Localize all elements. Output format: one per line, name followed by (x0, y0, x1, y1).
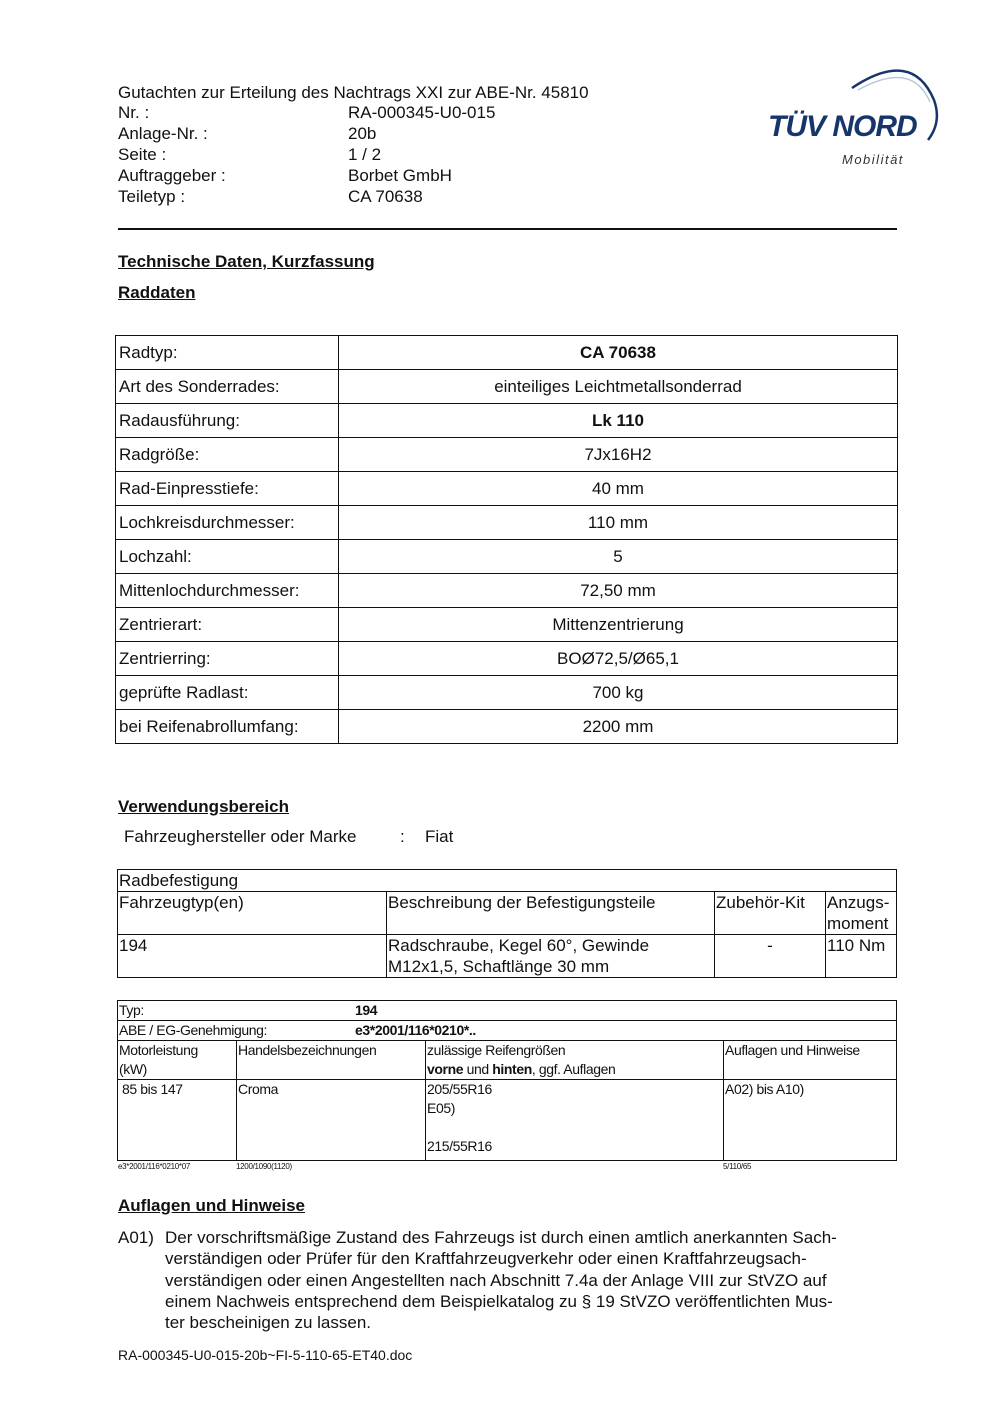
raddaten-row (116, 540, 898, 574)
befestigung-title: Radbefestigung (118, 870, 897, 892)
raddaten-label: Art des Sonderrades: (116, 370, 339, 404)
raddaten-value: 5 (339, 540, 898, 574)
bef-cell-beschreibung: Radschraube, Kegel 60°, Gewinde M12x1,5, Schaftlänge 30 mm (387, 935, 715, 978)
raddaten-label: Radausführung: (116, 404, 339, 438)
typ-cell-auflagen: A02) bis A10) (724, 1080, 897, 1161)
tuev-nord-logo (762, 60, 942, 170)
typ-label: Typ: (119, 1002, 144, 1018)
typ-footnote-mass: 1200/1090(1120) (236, 1162, 292, 1171)
raddaten-row (116, 404, 898, 438)
raddaten-row (116, 710, 898, 744)
raddaten-label: Lochzahl: (116, 540, 339, 574)
typ-row (118, 1001, 897, 1021)
raddaten-label: Radtyp: (116, 336, 339, 370)
field-label-nr: Nr. : (118, 103, 150, 122)
field-label-seite: Seite : (118, 145, 167, 164)
section-auflagen: Auflagen und Hinweise (118, 1196, 306, 1215)
raddaten-row (116, 336, 898, 370)
usage-value: Fiat (425, 827, 454, 846)
raddaten-value: Mittenzentrierung (339, 608, 898, 642)
field-label-auftraggeber: Auftraggeber : (118, 166, 226, 185)
raddaten-value: BOØ72,5/Ø65,1 (339, 642, 898, 676)
raddaten-value: CA 70638 (339, 336, 898, 370)
abe-label: ABE / EG-Genehmigung: (119, 1022, 268, 1038)
raddaten-row (116, 370, 898, 404)
raddaten-value: 700 kg (339, 676, 898, 710)
document-title: Gutachten zur Erteilung des Nachtrags XXI zur ABE-Nr. 45810 (118, 83, 589, 102)
auflage-text: Der vorschriftsmäßige Zustand des Fahrzeugs ist durch einen amtlich anerkannten Sach- verständigen oder Prüfer für den Kraftfahrzeugverkehr oder einen Kraftfahrzeugsach- verständigen oder einen Angestellten nach Abschnitt 7.4a der Anlage VIII zur StVZO auf einem Nachweis entsprechend dem Beispielkatalog zu § 19 StVZO veröffentlichten Mus- ter bescheinigen zu lassen. (165, 1228, 837, 1333)
raddaten-value: 40 mm (339, 472, 898, 506)
bef-header-fahrzeugtyp: Fahrzeugtyp(en) (118, 892, 387, 935)
bef-cell-fahrzeugtyp: 194 (118, 935, 387, 978)
field-label-anlage: Anlage-Nr. : (118, 124, 208, 143)
field-value-nr: RA-000345-U0-015 (348, 103, 496, 122)
raddaten-row (116, 676, 898, 710)
raddaten-row (116, 642, 898, 676)
typ-footnote-approval: e3*2001/116*0210*07 (118, 1162, 191, 1171)
auflage-code: A01) (118, 1228, 154, 1247)
typ-cell-reifen: 205/55R16 E05) 215/55R16 (426, 1080, 724, 1161)
section-verwendungsbereich: Verwendungsbereich (118, 797, 289, 816)
raddaten-label: bei Reifenabrollumfang: (116, 710, 339, 744)
typ-header-reifen-line1: zulässige Reifengrößen (427, 1042, 566, 1058)
bef-header-beschreibung: Beschreibung der Befestigungsteile (387, 892, 715, 935)
typ-header-auflagen-suffix: , ggf. Auflagen (531, 1061, 616, 1077)
logo-subtitle: Mobilität (842, 152, 904, 167)
typ-header-handel: Handelsbezeichnungen (237, 1041, 426, 1080)
typ-value: 194 (355, 1002, 378, 1018)
typ-header-hinten: hinten (492, 1061, 532, 1077)
header-divider (118, 228, 897, 230)
befestigung-table (117, 869, 897, 978)
raddaten-value: 110 mm (339, 506, 898, 540)
raddaten-value: 72,50 mm (339, 574, 898, 608)
bef-header-anzugsmoment: Anzugs- moment (826, 892, 897, 935)
raddaten-value: Lk 110 (339, 404, 898, 438)
section-raddaten: Raddaten (118, 283, 196, 302)
section-technische-daten: Technische Daten, Kurzfassung (118, 252, 375, 271)
typ-footnote-bolt: 5/110/65 (723, 1162, 752, 1171)
abe-row (118, 1021, 897, 1041)
field-label-teiletyp: Teiletyp : (118, 187, 186, 206)
field-value-anlage: 20b (348, 124, 377, 143)
raddaten-row (116, 608, 898, 642)
raddaten-row (116, 506, 898, 540)
raddaten-value: 2200 mm (339, 710, 898, 744)
bef-cell-anzugsmoment: 110 Nm (826, 935, 897, 978)
raddaten-label: geprüfte Radlast: (116, 676, 339, 710)
raddaten-label: Lochkreisdurchmesser: (116, 506, 339, 540)
raddaten-label: Zentrierart: (116, 608, 339, 642)
typ-header-auflagen: Auflagen und Hinweise (724, 1041, 897, 1080)
abe-value: e3*2001/116*0210*.. (355, 1022, 476, 1038)
raddaten-value: einteiliges Leichtmetallsonderrad (339, 370, 898, 404)
field-value-auftraggeber: Borbet GmbH (348, 166, 452, 185)
usage-label: Fahrzeughersteller oder Marke (124, 827, 357, 846)
typ-header-und: und (463, 1061, 493, 1077)
usage-line (124, 827, 454, 847)
field-value-teiletyp: CA 70638 (348, 187, 423, 206)
bef-cell-zubehoer: - (715, 935, 826, 978)
raddaten-row (116, 574, 898, 608)
raddaten-label: Mittenlochdurchmesser: (116, 574, 339, 608)
logo-brand: TÜV NORD (768, 110, 917, 143)
raddaten-label: Zentrierring: (116, 642, 339, 676)
footer-filename: RA-000345-U0-015-20b~FI-5-110-65-ET40.doc (118, 1347, 413, 1363)
raddaten-row (116, 438, 898, 472)
raddaten-value: 7Jx16H2 (339, 438, 898, 472)
field-value-seite: 1 / 2 (348, 145, 382, 164)
raddaten-label: Radgröße: (116, 438, 339, 472)
bef-header-zubehoer: Zubehör-Kit (715, 892, 826, 935)
raddaten-table (115, 335, 898, 744)
typ-table (117, 1000, 897, 1161)
typ-cell-handel: Croma (237, 1080, 426, 1161)
typ-header-motor: Motorleistung (kW) (118, 1041, 237, 1080)
typ-cell-motor: 85 bis 147 (118, 1080, 237, 1161)
raddaten-row (116, 472, 898, 506)
typ-header-reifen (426, 1041, 724, 1080)
typ-header-vorne: vorne (427, 1061, 464, 1077)
raddaten-label: Rad-Einpresstiefe: (116, 472, 339, 506)
usage-separator: : (400, 827, 405, 846)
